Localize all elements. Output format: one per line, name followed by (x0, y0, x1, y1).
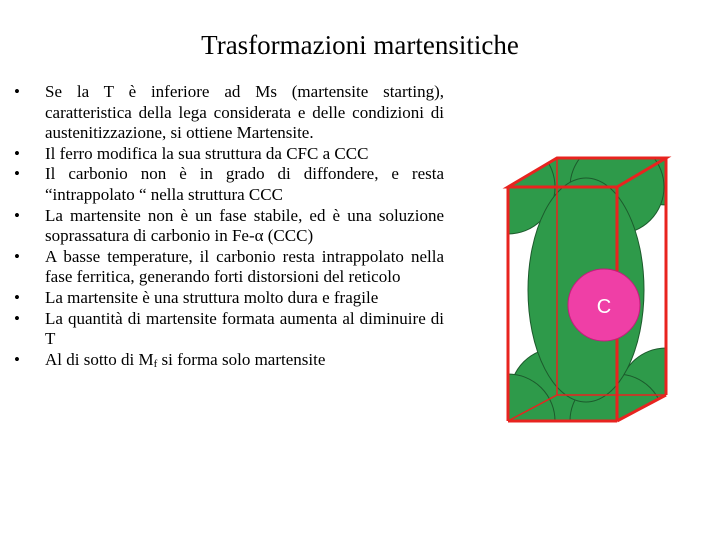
bullet-item: • Se la T è inferiore ad Ms (martensite starting), caratteristica della lega considerata e delle condizioni di austenitizzazione, si ottiene Martensite. (14, 82, 444, 144)
bullet-item: • La martensite è una struttura molto dura e fragile (14, 288, 444, 309)
bullet-item: • Il carbonio non è in grado di diffondere, e resta “intrappolato “ nella struttura CCC (14, 164, 444, 205)
mf-prefix: Al di sotto di M (45, 349, 154, 369)
bullet-item: • La quantità di martensite formata aumenta al diminuire di T (14, 309, 444, 350)
slide-title: Trasformazioni martensitiche (201, 30, 519, 60)
carbon-label: C (596, 296, 612, 318)
bullet-item: • A basse temperature, il carbonio resta intrappolato nella fase ferritica, generando forti distorsioni del reticolo (14, 247, 444, 288)
bullet-item: • Il ferro modifica la sua struttura da CFC a CCC (14, 144, 444, 165)
bullet-item: • La martensite non è un fase stabile, ed è una soluzione soprassatura di carbonio in Fe-α (CCC) (14, 206, 444, 247)
mf-subscript: f (153, 357, 158, 370)
mf-suffix: si forma solo martensite (157, 349, 326, 369)
